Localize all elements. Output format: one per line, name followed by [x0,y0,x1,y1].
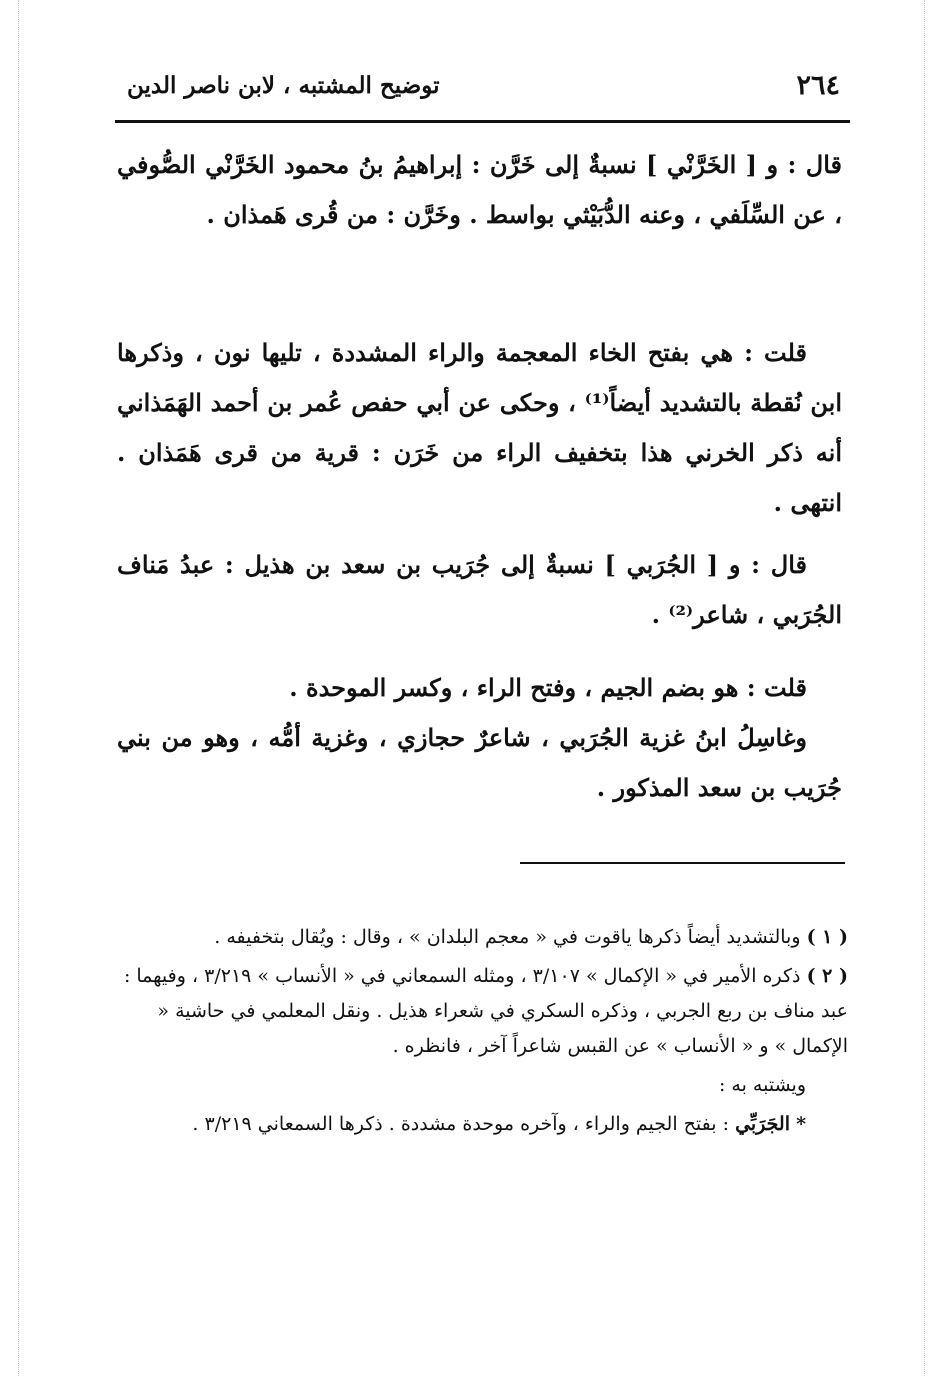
yushtabah-line: ويشتبه به : [718,1074,806,1096]
paragraph-qult-jurabi: قلت : هو بضم الجيم ، وفتح الراء ، وكسر الموحدة . [289,673,807,702]
header-rule [115,120,850,123]
footnote-2-marker: ( ٢ ) [806,965,848,987]
footnote-2 [118,959,848,1064]
paragraph-qal-jurabi: قال : و [ الجُرَبي ] نسبةٌ إلى جُرَيب بن سعد بن هذيل : عبدُ مَناف الجُرَبي ، شاعر⁽²⁾ . [117,550,842,629]
page-header [117,64,850,116]
footnote-1-marker: ( ١ ) [806,926,848,948]
running-title: توضيح المشتبه ، لابن ناصر الدين [127,72,440,99]
footnote-1-text: وبالتشديد أيضاً ذكرها ياقوت في « معجم البلدان » ، وقال : ويُقال بتخفيفه . [214,926,801,948]
page-number: ٢٦٤ [796,70,840,101]
footnote-1 [118,920,848,955]
star-marker: * [796,1113,806,1135]
footnote-2-text: ذكره الأمير في « الإكمال » ٣/١٠٧ ، ومثله السمعاني في « الأنساب » ٣/٢١٩ ، وفيهما : عبد مناف بن ربع الجربي ، وذكره السكري في شعراء هذيل . ونقل المعلمي في حاشية « الإكمال » و « الأنساب » عن القبس شاعراً آخر ، فانظره . [123,965,848,1057]
paragraph-ghasil: وغاسِلُ ابنُ غزية الجُرَبي ، شاعرٌ حجازي ، وغزية أمُّه ، وهو من بني جُرَيب بن سعد المذكور . [117,723,842,802]
footnotes [118,920,848,1146]
paragraph-qal-kharrani: قال : و [ الخَرَّنْي ] نسبةٌ إلى خَرَّن : إبراهيمُ بنُ محمود الخَرَّنْي الصُّوفي ، عن السِّلَفي ، وعنه الدُّبَيْثي بواسط . وخَرَّن : من قُرى هَمذان . [117,150,842,229]
last-term: الجَرَبِّي [735,1113,791,1135]
paragraph-qult-kharrani: قلت : هي بفتح الخاء المعجمة والراء المشددة ، تليها نون ، وذكرها ابن نُقطة بالتشديد أيضاً⁽¹⁾ ، وحكى عن أبي حفص عُمر بن أحمد الهَمَذاني أنه ذكر الخرني هذا بتخفيف الراء من خَرَن : قرية من قرى هَمَذان . انتهى . [117,338,842,517]
footnote-rule [520,862,845,864]
footnote-last-entry [118,1107,848,1142]
last-entry-text: : بفتح الجيم والراء ، وآخره موحدة مشددة . ذكرها السمعاني ٣/٢١٩ . [192,1113,730,1135]
